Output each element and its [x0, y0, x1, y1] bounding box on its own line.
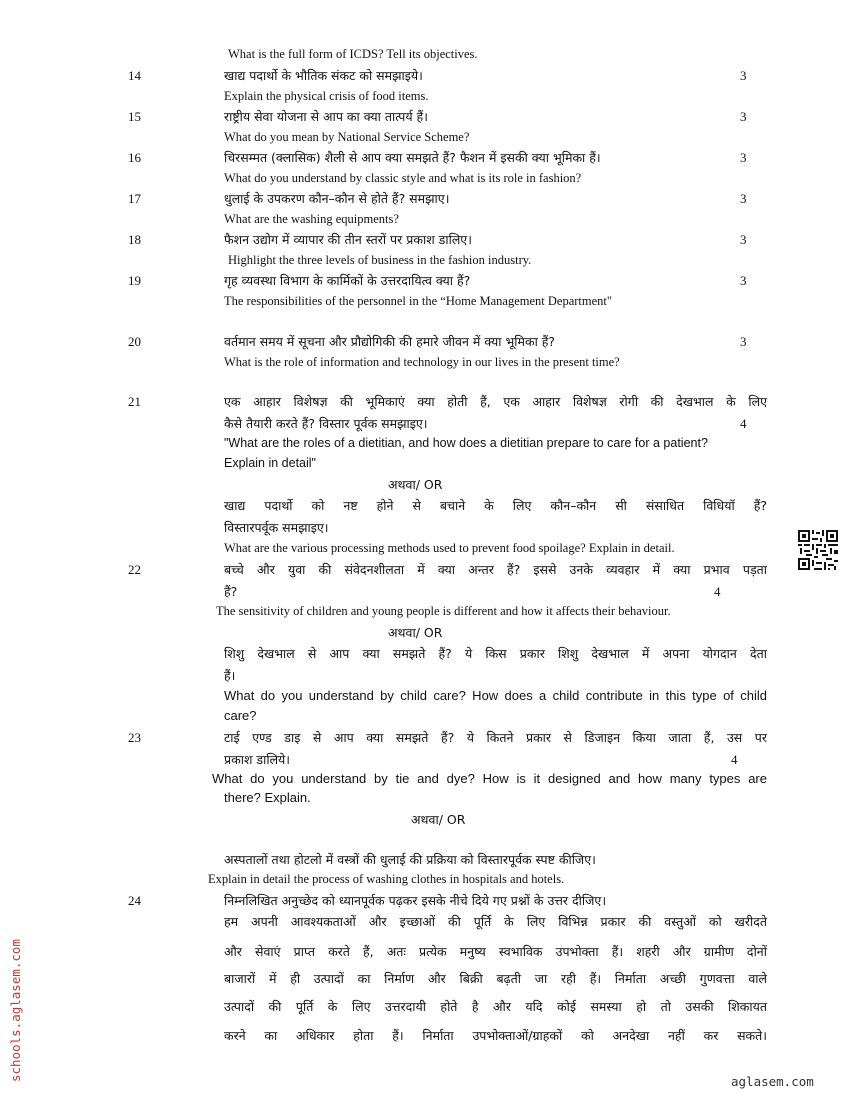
- question-marks: 3: [740, 334, 747, 349]
- q13-english-text: What is the full form of ICDS? Tell its objectives.: [228, 47, 478, 61]
- question-number: 17: [128, 191, 141, 206]
- passage-line: और सेवाएं प्राप्त करते हैं, अतः प्रत्येक मनुष्य स्वभाविक उपभोक्ता हैं। शहरी और ग्रामीण दोनों: [224, 944, 767, 959]
- question-english-text: The sensitivity of children and young people is different and how it affects their behaviour.: [216, 604, 671, 618]
- question-number: 24: [128, 893, 141, 908]
- alternate-hindi-text: विस्तारपर्वूक समझाइए।: [224, 520, 329, 535]
- question-marks: 4: [731, 752, 738, 767]
- question-number: 18: [128, 232, 141, 247]
- question-number: 23: [128, 730, 141, 745]
- question-hindi-text: हैं?: [224, 584, 238, 599]
- question-english-text: "What are the roles of a dietitian, and how does a dietitian prepare to care for a patient?: [224, 436, 708, 450]
- question-english-text: there? Explain.: [224, 790, 311, 805]
- passage-line: बाजारों में ही उत्पादों का निर्माण और बिक्री बढ़ती जा रही हैं। निर्माता अच्छी गुणवत्ता वाले: [224, 971, 767, 986]
- question-number: 15: [128, 109, 141, 124]
- question-marks: 3: [740, 191, 747, 206]
- side-watermark: schools.aglasem.com: [8, 939, 23, 1082]
- passage-line: हम अपनी आवश्यकताओं और इच्छाओं की पूर्ति के लिए विभिन्न प्रकार की वस्तुओं को खरीदते: [224, 914, 767, 929]
- question-english-text: The responsibilities of the personnel in the “Home Management Department": [224, 294, 612, 308]
- question-english-text: What do you understand by tie and dye? How is it designed and how many types are: [212, 771, 767, 786]
- alternate-english-text: What are the various processing methods used to prevent food spoilage? Explain in detail.: [224, 541, 675, 555]
- alternate-hindi-text: हैं।: [224, 668, 236, 683]
- question-hindi-text: गृह व्यवस्था विभाग के कार्मिकों के उत्तरदायित्व क्या हैं?: [224, 273, 471, 288]
- qr-code-icon: [798, 530, 838, 570]
- question-marks: 3: [740, 273, 747, 288]
- or-separator: अथवा/ OR: [388, 477, 443, 492]
- question-number: 22: [128, 562, 141, 577]
- question-marks: 4: [740, 416, 747, 431]
- question-hindi-text: चिरसम्मत (क्लासिक) शैली से आप क्या समझते हैं? फैशन में इसकी क्या भूमिका हैं।: [224, 150, 601, 165]
- or-separator: अथवा/ OR: [388, 625, 443, 640]
- question-marks: 3: [740, 68, 747, 83]
- question-number: 21: [128, 394, 141, 409]
- question-hindi-text: कैसे तैयारी करते हैं? विस्तार पूर्वक समझाइए।: [224, 416, 428, 431]
- question-english-text: Explain the physical crisis of food items.: [224, 89, 429, 103]
- question-marks: 3: [740, 109, 747, 124]
- question-marks: 4: [714, 584, 721, 599]
- passage-line: उत्पादों की पूर्ति के लिए उत्तरदायी होते है और यदि कोई समस्या हो तो उसकी शिकायत: [224, 999, 767, 1014]
- alternate-hindi-text: खाद्य पदार्थो को नष्ट होने से बचाने के लिए कौन–कौन सी संसाधित विधियॉ हैं?: [224, 498, 767, 513]
- alternate-english-text: Explain in detail the process of washing clothes in hospitals and hotels.: [208, 872, 565, 886]
- question-hindi-text: खाद्य पदार्थो के भौतिक संकट को समझाइये।: [224, 68, 423, 83]
- question-number: 19: [128, 273, 141, 288]
- question-hindi-text: फैशन उद्योग में व्यापार की तीन स्तरों पर प्रकाश डालिए।: [224, 232, 472, 247]
- question-hindi-text: एक आहार विशेषज्ञ की भूमिकाएं क्या होती हैं, एक आहार विशेषज्ञ रोगी की देखभाल के लिए: [224, 394, 767, 409]
- question-hindi-text: प्रकाश डालिये।: [224, 752, 291, 767]
- alternate-hindi-text: अस्पतालों तथा होटलो में वस्त्रों की धुलाई की प्रक्रिया को विस्तारपूर्वक स्पष्ट कीजिए।: [224, 852, 596, 867]
- question-number: 14: [128, 68, 141, 83]
- question-english-text: What are the washing equipments?: [224, 212, 399, 226]
- question-marks: 3: [740, 150, 747, 165]
- question-english-text: What do you mean by National Service Scheme?: [224, 130, 470, 144]
- or-separator: अथवा/ OR: [411, 812, 466, 827]
- question-english-text: What do you understand by classic style and what is its role in fashion?: [224, 171, 582, 185]
- question-marks: 3: [740, 232, 747, 247]
- question-instruction: निम्नलिखित अनुच्छेद को ध्यानपूर्वक पढ़कर इसके नीचे दिये गए प्रश्नों के उत्तर दीजिए।: [224, 893, 607, 908]
- question-number: 20: [128, 334, 141, 349]
- passage-line: करने का अधिकार होता हैं। निर्माता उपभोक्ताओं/ग्राहकों को अनदेखा नहीं कर सकते।: [224, 1028, 767, 1043]
- alternate-hindi-text: शिशु देखभाल से आप क्या समझते हैं? ये किस प्रकार शिशु देखभाल में अपना योगदान देता: [224, 646, 767, 661]
- question-hindi-text: बच्चे और युवा की संवेदनशीलता में क्या अन्तर हैं? इससे उनके व्यवहार में क्या प्रभाव पड़ता: [224, 562, 767, 577]
- question-hindi-text: टाई एण्ड डाइ से आप क्या समझते हैं? ये कितने प्रकार से डिजाइन किया जाता हैं, उस पर: [224, 730, 767, 745]
- alternate-english-text: What do you understand by child care? How does a child contribute in this type of child: [224, 688, 767, 703]
- question-hindi-text: राष्ट्रीय सेवा योजना से आप का क्या तात्पर्य हैं।: [224, 109, 428, 124]
- question-english-text: What is the role of information and technology in our lives in the present time?: [224, 355, 620, 369]
- question-english-text: Explain in detail": [224, 456, 316, 470]
- question-english-text: Highlight the three levels of business in the fashion industry.: [228, 253, 532, 267]
- bottom-watermark: aglasem.com: [731, 1074, 814, 1089]
- alternate-english-text: care?: [224, 708, 257, 723]
- question-hindi-text: वर्तमान समय में सूचना और प्रौद्योगिकी की हमारे जीवन में क्या भूमिका हैं?: [224, 334, 556, 349]
- question-hindi-text: धुलाई के उपकरण कौन–कौन से होते हैं? समझाए।: [224, 191, 450, 206]
- question-number: 16: [128, 150, 141, 165]
